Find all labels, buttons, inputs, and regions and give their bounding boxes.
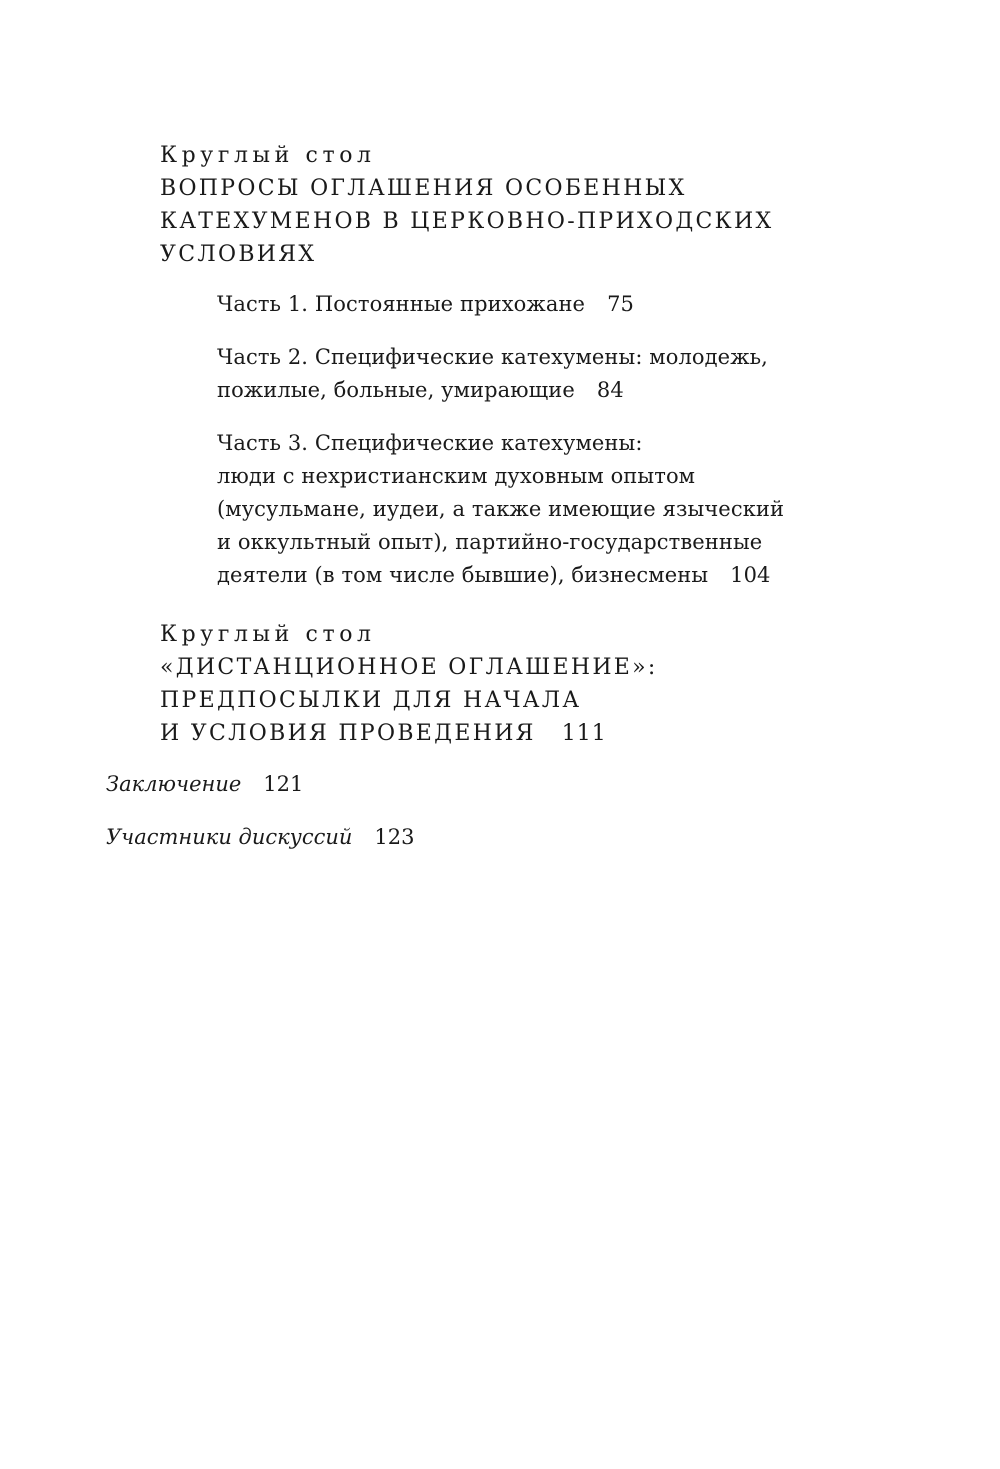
toc-entry-title: и оккультный опыт), партийно-государственные bbox=[217, 530, 763, 554]
toc-page-number: 111 bbox=[561, 721, 607, 746]
toc-page-number: 104 bbox=[730, 563, 771, 587]
toc-entry-title: Заключение bbox=[106, 772, 242, 796]
toc-entry-part-1[interactable] bbox=[217, 288, 634, 321]
toc-entry-title: деятели (в том числе бывшие), бизнесмены bbox=[217, 563, 709, 587]
toc-entry-participants[interactable] bbox=[106, 821, 415, 854]
toc-entry-title: Участники дискуссий bbox=[106, 825, 353, 849]
toc-page-number: 84 bbox=[596, 378, 624, 402]
toc-page-number: 123 bbox=[374, 825, 415, 849]
section1-title-line: КАТЕХУМЕНОВ В ЦЕРКОВНО-ПРИХОДСКИХ bbox=[160, 209, 774, 234]
toc-entry-section2[interactable] bbox=[160, 651, 658, 750]
section1-title-line: ВОПРОСЫ ОГЛАШЕНИЯ ОСОБЕННЫХ bbox=[160, 176, 687, 201]
section2-title-line: ПРЕДПОСЫЛКИ ДЛЯ НАЧАЛА bbox=[160, 688, 582, 713]
toc-entry-title: Часть 3. Специфические катехумены: bbox=[217, 431, 643, 455]
toc-entry-title: Часть 1. Постоянные прихожане bbox=[217, 292, 586, 316]
toc-entry-conclusion[interactable] bbox=[106, 768, 303, 801]
section1-label: Круглый стол bbox=[160, 143, 376, 168]
toc-entry-part-2[interactable] bbox=[217, 341, 768, 407]
toc-entry-title: пожилые, больные, умирающие bbox=[217, 378, 575, 402]
toc-page-number: 75 bbox=[607, 292, 634, 316]
section1-title-line: УСЛОВИЯХ bbox=[160, 242, 317, 267]
toc-entry-title: люди с нехристианским духовным опытом bbox=[217, 464, 696, 488]
section2-title-line: И УСЛОВИЯ ПРОВЕДЕНИЯ bbox=[160, 721, 536, 746]
toc-entry-title: (мусульмане, иудеи, а также имеющие языческий bbox=[217, 497, 785, 521]
toc-entry-part-3[interactable] bbox=[217, 427, 784, 592]
toc-entry-title: Часть 2. Специфические катехумены: молодежь, bbox=[217, 345, 768, 369]
section2-title-line: «ДИСТАНЦИОННОЕ ОГЛАШЕНИЕ»: bbox=[160, 655, 658, 680]
section1-title bbox=[160, 172, 773, 271]
toc-page-number: 121 bbox=[263, 772, 304, 796]
section2-label: Круглый стол bbox=[160, 622, 376, 647]
